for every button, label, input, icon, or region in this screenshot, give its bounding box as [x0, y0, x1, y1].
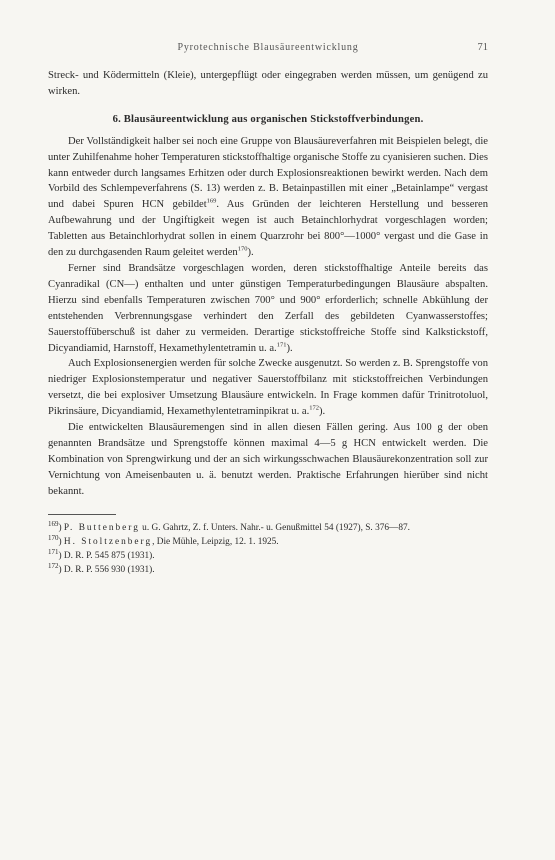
footnote-172: $^{172}$) D. R. P. 556 930 (1931). — [48, 561, 155, 575]
footnote-ref-169: 169 — [206, 197, 217, 205]
paragraph-4: Die entwickelten Blausäuremengen sind in allen diesen Fällen gering. Aus 100 g der oben genannten Brandsätze und Sprengstoffe können maximal 4—5 g HCN entwickelt werden. Die Kombination von Sprengwirkung und der an sich wirkungsschwachen Blausäurekonzentration soll zur Vernichtung von Ameisenbauten u. ä. benutzt werden. Praktische Erfahrungen hierüber sind nicht bekannt. — [48, 422, 488, 497]
paragraph-2-text-a: Ferner sind Brandsätze vorgeschlagen worden, deren stickstoffhaltige Anteile bereits das Cyanradikal (CN—) enthalten und unter günstigen Temperaturbedingungen Blausäure abspalten. Hierzu sind ebenfalls Temperaturen zwischen 700° und 900° erforderlich; schnelle Abkühlung der entstehenden Verbrennungsgase verhindert den Zerfall des gebildeten Cyanwasserstoffes; Sauerstoffüberschuß ist daher zu vermeiden. Derartige stickstoffreiche Stoffe sind Kalkstickstoff, Dicyandiamid, Harnstoff, Hexamethylentetramin u. a. — [48, 262, 488, 354]
running-header — [48, 40, 488, 58]
footnote-text: D. R. P. 556 930 (1931). — [63, 564, 155, 575]
footnote-171: $^{171}$) D. R. P. 545 875 (1931). — [48, 547, 155, 561]
footnote-text: D. R. P. 545 875 (1931). — [63, 550, 155, 561]
footnote-mark: 170 — [48, 533, 59, 542]
footnote-ref-170: 170 — [237, 245, 248, 253]
document-page — [48, 40, 488, 577]
footnote-mark: 172 — [48, 561, 59, 570]
footnote-text: , Die Mühle, Leipzig, 12. 1. 1925. — [152, 536, 279, 547]
paragraph-3-text-b: ). — [318, 406, 326, 418]
intro-paragraph: Streck- und Ködermitteln (Kleie), untergepflügt oder eingegraben werden müssen, um genügend zu wirken. — [48, 70, 488, 97]
footnote-ref-172: 172 — [309, 404, 319, 412]
paragraph-3-text-a: Auch Explosionsenergien werden für solche Zwecke ausgenutzt. So werden z. B. Sprengstoffe von niedriger Explosionstemperatur und negativer Sauerstoffbilanz mit stickstoffreichen Verbindungen versetzt, die bei explosiver Umsetzung Blausäure entwickeln. In Frage kommen dafür Trinitrotoluol, Pikrinsäure, Dicyandiamid, Hexamethylentetraminpikrat u. a. — [48, 358, 488, 418]
page-number: 71 — [477, 42, 488, 53]
footnote-author: H. Stoltzenberg — [63, 536, 153, 547]
paragraph-1-text-b: . Aus Gründen der leichteren Herstellung und besseren Aufbewahrung und der Ungiftigkeit wegen ist auch Betainchlorhydrat vorgeschlagen worden; Tabletten aus Betainchlorhydrat sollen in einem Quarzrohr bei 800°—1000° vergast und die Gase in den zu durchgasenden Raum geleitet werden — [48, 199, 488, 259]
paragraph-2-text-b: ). — [286, 342, 293, 354]
paragraph-1-text-a: Der Vollständigkeit halber sei noch eine Gruppe von Blausäureverfahren mit Beispielen belegt, die unter Zuhilfenahme hoher Temperaturen stickstoffhaltige organische Stoffe zu cyanisieren suchen. Dies kann entweder durch langsames Erhitzen oder durch Explosionsreaktionen bewirkt werden. Nach dem Vorbild des Schlempeverfahrens (S. 13) werden z. B. Betainpastillen mit einer „Betainlampe“ vergast und dabei Spuren HCN gebildet — [48, 135, 488, 211]
paragraph-3 — [48, 356, 488, 420]
footnote-mark: 169 — [48, 519, 59, 528]
footnote-divider — [48, 514, 116, 515]
paragraph-1-text-c: ). — [247, 247, 254, 259]
footnote-169: $^{169}$) P. Buttenberg u. G. Gahrtz, Z. f. Unters. Nahr.- u. Genußmittel 54 (1927), S. 376—87. — [48, 519, 410, 533]
paragraph-1 — [48, 134, 488, 261]
paragraph-2 — [48, 261, 488, 356]
footnote-170: $^{170}$) H. Stoltzenberg, Die Mühle, Leipzig, 12. 1. 1925. — [48, 533, 279, 547]
footnote-ref-171: 171 — [276, 340, 287, 348]
footnote-mark: 171 — [48, 547, 59, 556]
running-title: Pyrotechnische Blausäureentwicklung — [177, 42, 359, 53]
footnote-author: P. Buttenberg — [63, 522, 140, 533]
section-heading: 6. Blausäureentwicklung aus organischen Stickstoffverbindungen. — [112, 113, 424, 125]
footnote-text: u. G. Gahrtz, Z. f. Unters. Nahr.- u. Genußmittel 54 (1927), S. 376—87. — [139, 522, 410, 533]
